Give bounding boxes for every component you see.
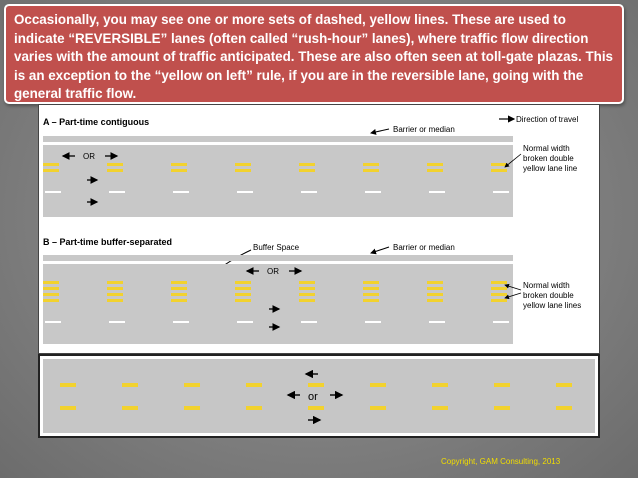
diagram-a-or-label: OR (83, 152, 95, 161)
yellow-dash (171, 163, 187, 166)
yellow-dash (246, 383, 262, 387)
yellow-dash (122, 383, 138, 387)
yellow-dash (491, 299, 507, 302)
reversible-lane-example (38, 354, 600, 438)
diagram-a-title: A – Part-time contiguous (43, 117, 150, 127)
yellow-dash (171, 287, 187, 290)
barrier-pointer-a (371, 129, 389, 133)
yellow-dash (299, 281, 315, 284)
yellow-dash (60, 406, 76, 410)
yellow-dash (363, 169, 379, 172)
white-dash (237, 321, 253, 323)
yellow-dash (246, 406, 262, 410)
yellow-dash (491, 163, 507, 166)
diagram-b-title: B – Part-time buffer-separated (43, 237, 173, 247)
direction-of-travel-label: Direction of travel (516, 115, 579, 124)
yellow-dash (491, 293, 507, 296)
yellow-dash (107, 163, 123, 166)
diagram-a-barrier-label: Barrier or median (393, 125, 455, 134)
photo-or-label: or (308, 391, 318, 403)
lane-line-label-b-1: Normal width (523, 281, 570, 290)
lane-line-label-b-3: yellow lane lines (523, 301, 582, 310)
white-dash (493, 321, 509, 323)
roadway-b (43, 264, 513, 344)
yellow-dash (107, 299, 123, 302)
yellow-dash (235, 163, 251, 166)
white-dash (45, 321, 61, 323)
yellow-dash (427, 287, 443, 290)
yellow-dash (491, 169, 507, 172)
yellow-dash (427, 281, 443, 284)
yellow-dash (107, 293, 123, 296)
white-dash (173, 321, 189, 323)
yellow-dash (107, 281, 123, 284)
white-dash (109, 191, 125, 193)
yellow-dash (427, 293, 443, 296)
yellow-dash (363, 287, 379, 290)
yellow-dash (171, 299, 187, 302)
yellow-dash (308, 383, 324, 387)
yellow-dash (427, 163, 443, 166)
yellow-dash (308, 406, 324, 410)
yellow-dash (107, 169, 123, 172)
yellow-dash (363, 293, 379, 296)
white-dash (365, 191, 381, 193)
diagram-a (43, 115, 578, 217)
lane-line-label-a-3: yellow lane line (523, 164, 578, 173)
yellow-dash (43, 299, 59, 302)
white-dash (365, 321, 381, 323)
yellow-dash (122, 406, 138, 410)
copyright-notice: Copyright, GAM Consulting, 2013 (441, 457, 561, 466)
yellow-dash (427, 169, 443, 172)
yellow-dash (235, 169, 251, 172)
yellow-dash (184, 383, 200, 387)
yellow-dash (556, 383, 572, 387)
yellow-dash (43, 281, 59, 284)
lane-line-label-a-2: broken double (523, 154, 574, 163)
yellow-dash (171, 169, 187, 172)
white-dash (429, 191, 445, 193)
yellow-dash (60, 383, 76, 387)
yellow-dash (43, 163, 59, 166)
lane-line-label-a-1: Normal width (523, 144, 570, 153)
white-dash (493, 191, 509, 193)
yellow-dash (171, 293, 187, 296)
roadway-photo (43, 359, 595, 433)
barrier-pointer-b (371, 247, 389, 253)
diagram-b-barrier-label: Barrier or median (393, 243, 455, 252)
median-strip-b (43, 255, 513, 261)
yellow-dash (235, 299, 251, 302)
yellow-dash (184, 406, 200, 410)
yellow-dash (299, 169, 315, 172)
lane-marking-diagram (38, 104, 600, 354)
yellow-dash (494, 406, 510, 410)
diagram-b-or-label: OR (267, 267, 279, 276)
yellow-dash (43, 169, 59, 172)
yellow-dash (299, 287, 315, 290)
yellow-dash (363, 299, 379, 302)
explanation-banner (4, 4, 624, 104)
white-dash (173, 191, 189, 193)
yellow-dash (432, 406, 448, 410)
white-dash (429, 321, 445, 323)
yellow-dash (370, 406, 386, 410)
yellow-dash (43, 287, 59, 290)
buffer-space-label: Buffer Space (253, 243, 300, 252)
yellow-dash (107, 287, 123, 290)
yellow-dash (235, 287, 251, 290)
median-strip-a (43, 136, 513, 142)
lane-line-label-b-2: broken double (523, 291, 574, 300)
yellow-dash (491, 287, 507, 290)
yellow-dash (235, 293, 251, 296)
yellow-dash (171, 281, 187, 284)
yellow-dash (43, 293, 59, 296)
white-dash (301, 321, 317, 323)
white-dash (237, 191, 253, 193)
yellow-dash (494, 383, 510, 387)
explanation-text: Occasionally, you may see one or more sets of dashed, yellow lines. These are used to indicate “REVERSIBLE” lanes (often called “rush-hour” lanes), where traffic flow direction varies with the amount of traffic anticipated. These are also often seen at toll-gate plazas. This is an exception to the “yellow on left” rule, if you are in the reversible lane, going with the general traffic flow. (14, 12, 613, 102)
yellow-dash (363, 281, 379, 284)
white-dash (109, 321, 125, 323)
yellow-dash (363, 163, 379, 166)
white-dash (301, 191, 317, 193)
yellow-dash (556, 406, 572, 410)
yellow-dash (235, 281, 251, 284)
yellow-dash (432, 383, 448, 387)
diagram-b (43, 237, 581, 344)
yellow-dash (299, 299, 315, 302)
yellow-dash (491, 281, 507, 284)
white-dash (45, 191, 61, 193)
yellow-dash (427, 299, 443, 302)
yellow-dash (370, 383, 386, 387)
yellow-dash (299, 293, 315, 296)
yellow-dash (299, 163, 315, 166)
